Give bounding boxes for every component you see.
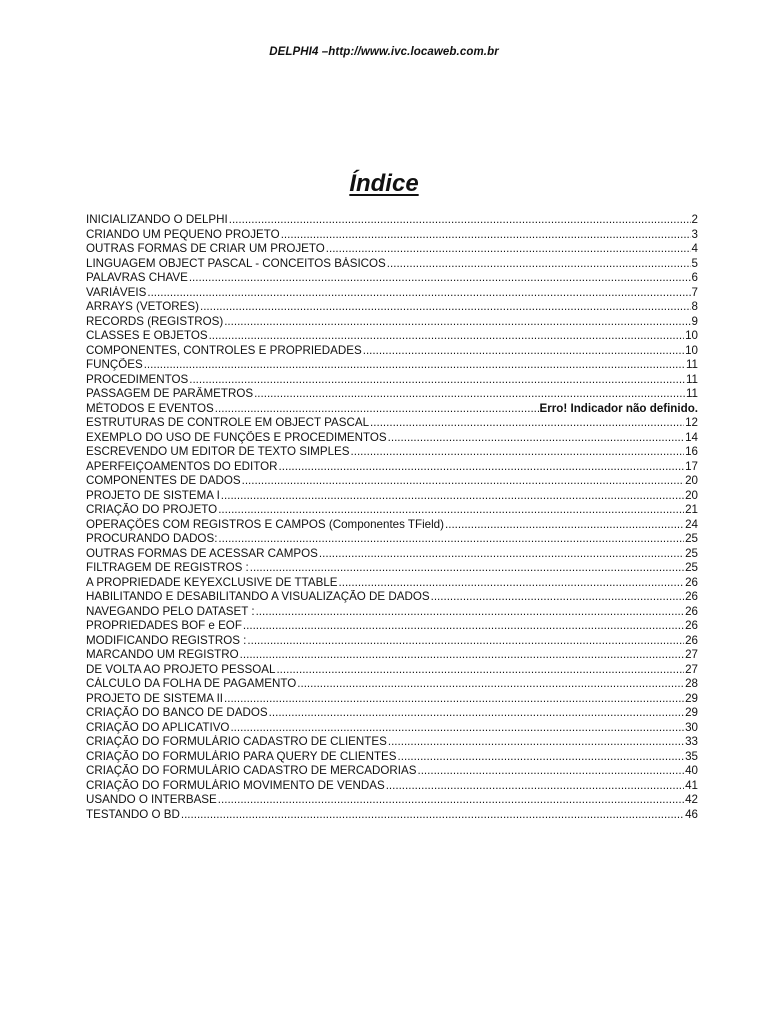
toc-dot-leader (243, 619, 684, 634)
toc-dot-leader (254, 387, 685, 402)
toc-entry-label: USANDO O INTERBASE (86, 793, 217, 806)
toc-dot-leader (388, 431, 684, 446)
toc-dot-leader (147, 286, 690, 301)
toc-entry-page: 26 (685, 604, 698, 618)
toc-entry[interactable] (86, 431, 698, 446)
toc-entry-label: APERFEIÇOAMENTOS DO EDITOR (86, 459, 278, 473)
toc-entry-page: 11 (685, 358, 698, 371)
toc-entry-page: 33 (685, 735, 698, 748)
toc-entry-page: 27 (685, 662, 698, 676)
toc-entry-page: 40 (685, 764, 698, 777)
toc-entry-page: 28 (685, 677, 698, 690)
toc-dot-leader (218, 793, 684, 808)
toc-entry[interactable] (86, 373, 698, 388)
toc-entry-label: PASSAGEM DE PARÂMETROS (86, 387, 254, 400)
toc-dot-leader (279, 460, 685, 475)
toc-entry-page: 26 (685, 575, 698, 589)
toc-entry[interactable] (86, 271, 698, 286)
toc-entry-label: CRIAÇÃO DO FORMULÁRIO PARA QUERY DE CLIENTES (86, 749, 397, 763)
toc-dot-leader (363, 344, 684, 359)
toc-entry-label: MODIFICANDO REGISTROS : (86, 633, 247, 647)
toc-entry-label: PROCURANDO DADOS: (86, 532, 218, 545)
toc-entry[interactable] (86, 764, 698, 779)
toc-entry-label: ESTRUTURAS DE CONTROLE EM OBJECT PASCAL (86, 416, 370, 429)
toc-entry-label: EXEMPLO DO USO DE FUNÇÕES E PROCEDIMENTOS (86, 430, 387, 444)
toc-entry-label: CLASSES E OBJETOS (86, 329, 208, 342)
toc-dot-leader (181, 808, 684, 823)
toc-entry-page: 9 (691, 314, 698, 328)
toc-entry-page: 3 (691, 227, 698, 241)
toc-entry-page: 8 (691, 300, 698, 313)
toc-dot-leader (269, 706, 684, 721)
toc-entry-page: 25 (685, 532, 698, 545)
toc-entry[interactable] (86, 300, 698, 315)
toc-entry[interactable] (86, 213, 698, 228)
toc-entry-page: 29 (685, 691, 698, 705)
toc-entry-label: TESTANDO O BD (86, 807, 180, 821)
table-of-contents (86, 213, 698, 822)
toc-entry-page: 17 (685, 459, 698, 473)
toc-entry-label: PALAVRAS CHAVE (86, 271, 188, 284)
toc-entry-label: INICIALIZANDO O DELPHI (86, 213, 228, 226)
toc-entry[interactable] (86, 706, 698, 721)
toc-entry-label: CRIANDO UM PEQUENO PROJETO (86, 227, 280, 241)
toc-entry-page: 11 (685, 372, 698, 386)
toc-entry-label: COMPONENTES, CONTROLES E PROPRIEDADES (86, 343, 362, 357)
toc-entry[interactable] (86, 793, 698, 808)
toc-entry-page: 42 (685, 793, 698, 806)
toc-dot-leader (189, 373, 685, 388)
toc-entry[interactable] (86, 489, 698, 504)
toc-entry-page: 20 (685, 474, 698, 487)
toc-entry-page: 25 (685, 561, 698, 574)
toc-entry[interactable] (86, 402, 698, 417)
toc-entry[interactable] (86, 286, 698, 301)
page-header: DELPHI4 –http://www.ivc.locaweb.com.br (269, 46, 499, 58)
toc-entry-page: 2 (691, 213, 698, 226)
toc-entry-label: OUTRAS FORMAS DE CRIAR UM PROJETO (86, 242, 325, 255)
toc-entry-label: FILTRAGEM DE REGISTROS : (86, 561, 249, 574)
toc-entry-label: CRIAÇÃO DO FORMULÁRIO CADASTRO DE MERCADORIAS (86, 764, 417, 777)
toc-entry-page: 25 (685, 546, 698, 560)
toc-entry[interactable] (86, 605, 698, 620)
toc-entry[interactable] (86, 590, 698, 605)
toc-dot-leader (281, 228, 691, 243)
toc-entry-label: MÉTODOS E EVENTOS (86, 401, 214, 415)
toc-entry-page: 10 (685, 329, 698, 342)
toc-entry-label: CRIAÇÃO DO FORMULÁRIO CADASTRO DE CLIENTES (86, 735, 387, 748)
toc-entry[interactable] (86, 503, 698, 518)
toc-entry[interactable] (86, 721, 698, 736)
toc-entry[interactable] (86, 228, 698, 243)
toc-dot-leader (297, 677, 684, 692)
toc-entry-label: OUTRAS FORMAS DE ACESSAR CAMPOS (86, 546, 318, 560)
toc-entry[interactable] (86, 242, 698, 257)
toc-entry-label: LINGUAGEM OBJECT PASCAL - CONCEITOS BÁSICOS (86, 256, 386, 270)
toc-entry-page: 10 (685, 343, 698, 357)
toc-entry-label: NAVEGANDO PELO DATASET : (86, 604, 255, 618)
toc-entry[interactable] (86, 329, 698, 344)
toc-dot-leader (445, 518, 684, 533)
toc-dot-leader (144, 358, 685, 373)
toc-dot-leader (230, 721, 684, 736)
toc-entry-page: 26 (685, 619, 698, 632)
toc-entry-label: COMPONENTES DE DADOS (86, 474, 241, 487)
toc-entry-page: 12 (685, 416, 698, 429)
toc-entry-page: 27 (685, 648, 698, 661)
toc-dot-leader (326, 242, 691, 257)
toc-dot-leader (388, 735, 684, 750)
toc-entry[interactable] (86, 474, 698, 489)
toc-dot-leader (247, 634, 684, 649)
page-title: Índice (349, 170, 419, 197)
toc-entry-page: 30 (685, 720, 698, 734)
toc-entry[interactable] (86, 808, 698, 823)
toc-entry-label: CRIAÇÃO DO APLICATIVO (86, 720, 230, 734)
toc-entry-label: PROPRIEDADES BOF e EOF (86, 619, 242, 632)
toc-dot-leader (189, 271, 691, 286)
toc-entry[interactable] (86, 750, 698, 765)
toc-entry-page: 6 (691, 271, 698, 284)
toc-entry-label: CRIAÇÃO DO FORMULÁRIO MOVIMENTO DE VENDAS (86, 778, 385, 792)
toc-dot-leader (221, 489, 684, 504)
toc-entry[interactable] (86, 779, 698, 794)
toc-entry[interactable] (86, 547, 698, 562)
toc-entry-page: 11 (685, 387, 698, 400)
toc-entry[interactable] (86, 387, 698, 402)
toc-entry[interactable] (86, 315, 698, 330)
toc-dot-leader (387, 257, 691, 272)
toc-dot-leader (339, 576, 685, 591)
toc-entry-label: VARIÁVEIS (86, 285, 147, 299)
toc-entry-page: 14 (685, 430, 698, 444)
toc-entry-label: MARCANDO UM REGISTRO (86, 648, 239, 661)
toc-entry-page: 24 (685, 517, 698, 531)
toc-entry-label: DE VOLTA AO PROJETO PESSOAL (86, 662, 276, 676)
toc-entry-page: 21 (685, 503, 698, 516)
toc-dot-leader (417, 764, 684, 779)
toc-entry-label: PROCEDIMENTOS (86, 372, 189, 386)
toc-entry-label: PROJETO DE SISTEMA II (86, 691, 224, 705)
toc-entry[interactable] (86, 445, 698, 460)
toc-entry[interactable] (86, 634, 698, 649)
toc-dot-leader (351, 445, 685, 460)
toc-dot-leader (218, 503, 684, 518)
toc-dot-leader (215, 402, 539, 417)
toc-entry[interactable] (86, 532, 698, 547)
toc-entry-label: ESCREVENDO UM EDITOR DE TEXTO SIMPLES (86, 445, 350, 458)
toc-entry[interactable] (86, 692, 698, 707)
toc-dot-leader (209, 329, 685, 344)
toc-entry[interactable] (86, 648, 698, 663)
toc-dot-leader (224, 315, 690, 330)
toc-entry-page: 35 (685, 749, 698, 763)
toc-entry[interactable] (86, 619, 698, 634)
toc-entry[interactable] (86, 735, 698, 750)
toc-dot-leader (242, 474, 684, 489)
toc-entry-label: PROJETO DE SISTEMA I (86, 488, 220, 502)
toc-dot-leader (319, 547, 684, 562)
toc-dot-leader (218, 532, 684, 547)
toc-dot-leader (398, 750, 685, 765)
toc-entry-page: 41 (685, 778, 698, 792)
toc-entry[interactable] (86, 416, 698, 431)
toc-entry-label: A PROPRIEDADE KEYEXCLUSIVE DE TTABLE (86, 575, 338, 589)
toc-entry-error: Erro! Indicador não definido. (539, 401, 698, 415)
toc-entry-label: CRIAÇÃO DO BANCO DE DADOS (86, 706, 268, 719)
toc-entry[interactable] (86, 576, 698, 591)
toc-dot-leader (256, 605, 685, 620)
toc-entry-label: FUNÇÕES (86, 358, 143, 371)
toc-entry-page: 20 (685, 488, 698, 502)
toc-entry-label: CÁLCULO DA FOLHA DE PAGAMENTO (86, 677, 297, 690)
toc-entry[interactable] (86, 561, 698, 576)
toc-entry[interactable] (86, 518, 698, 533)
toc-entry[interactable] (86, 257, 698, 272)
toc-entry-label: CRIAÇÃO DO PROJETO (86, 503, 218, 516)
toc-entry[interactable] (86, 663, 698, 678)
toc-entry-page: 46 (685, 807, 698, 821)
toc-entry[interactable] (86, 677, 698, 692)
toc-entry-page: 16 (685, 445, 698, 458)
toc-dot-leader (240, 648, 684, 663)
toc-entry-page: 26 (685, 590, 698, 603)
toc-entry-page: 4 (691, 242, 698, 255)
toc-entry-label: RECORDS (REGISTROS) (86, 314, 224, 328)
toc-entry-page: 26 (685, 633, 698, 647)
toc-entry-page: 29 (685, 706, 698, 719)
toc-dot-leader (250, 561, 684, 576)
toc-entry-label: OPERAÇÕES COM REGISTROS E CAMPOS (Componentes TField) (86, 517, 444, 531)
toc-dot-leader (370, 416, 684, 431)
toc-dot-leader (431, 590, 684, 605)
toc-entry-page: 7 (691, 285, 698, 299)
toc-dot-leader (386, 779, 684, 794)
toc-dot-leader (200, 300, 691, 315)
toc-entry[interactable] (86, 344, 698, 359)
toc-entry-label: HABILITANDO E DESABILITANDO A VISUALIZAÇÃO DE DADOS (86, 590, 430, 603)
toc-dot-leader (229, 213, 691, 228)
toc-entry-page: 5 (691, 256, 698, 270)
toc-entry[interactable] (86, 460, 698, 475)
toc-dot-leader (276, 663, 684, 678)
toc-entry-label: ARRAYS (VETORES) (86, 300, 199, 313)
toc-dot-leader (224, 692, 684, 707)
toc-entry[interactable] (86, 358, 698, 373)
